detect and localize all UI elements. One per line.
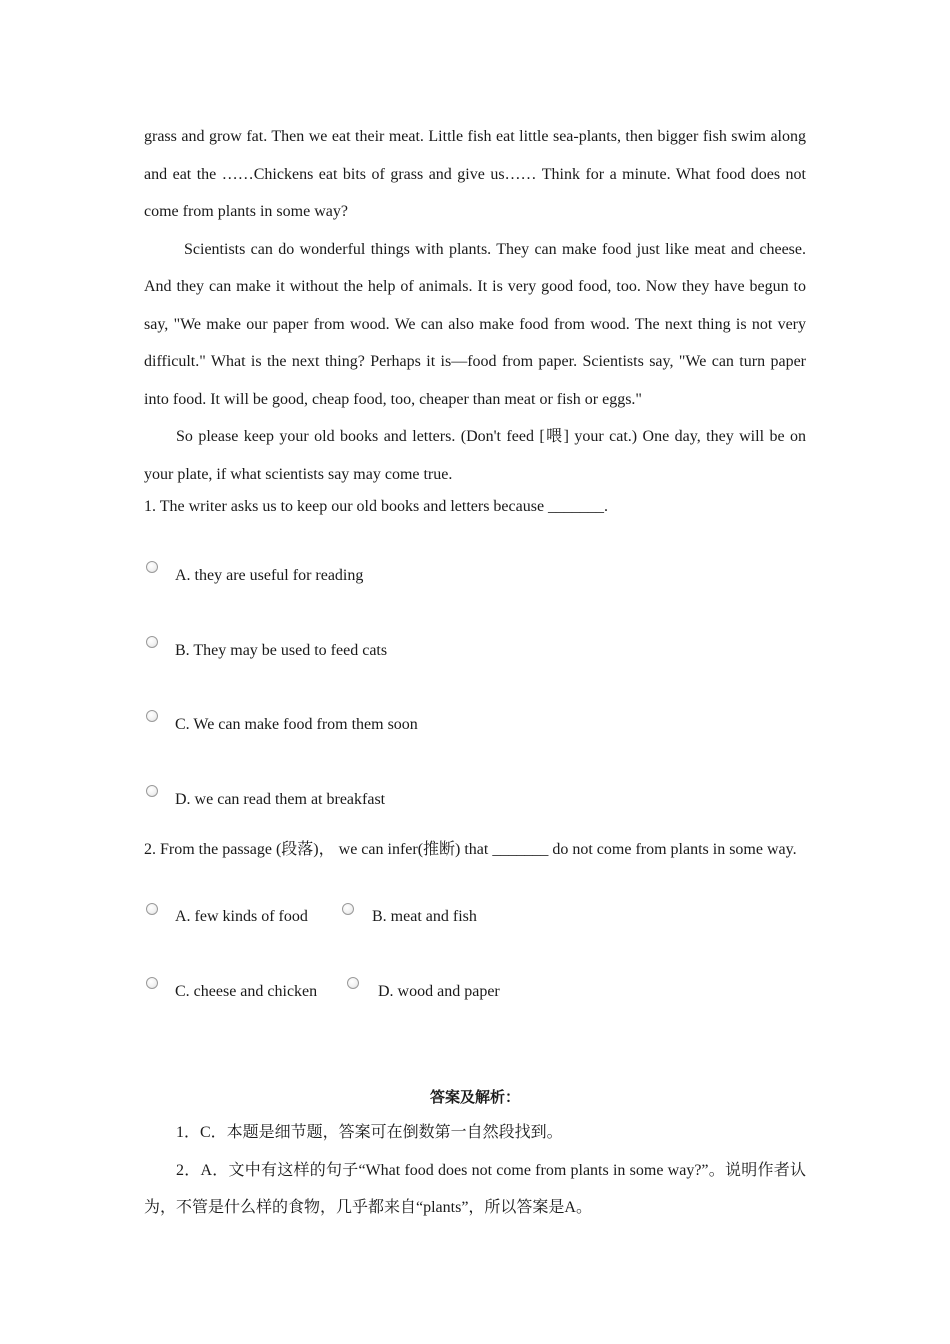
radio-button-icon[interactable] bbox=[146, 977, 158, 989]
radio-button-icon[interactable] bbox=[347, 977, 359, 989]
radio-button-icon[interactable] bbox=[146, 785, 158, 797]
q1-option-b[interactable] bbox=[146, 636, 158, 648]
answer-section bbox=[144, 1114, 806, 1227]
document-page bbox=[144, 118, 806, 1216]
radio-button-icon[interactable] bbox=[146, 636, 158, 648]
q2-option-d[interactable] bbox=[347, 977, 359, 989]
radio-button-icon[interactable] bbox=[342, 903, 354, 915]
q1-option-d-label: D. we can read them at breakfast bbox=[175, 791, 386, 808]
passage-paragraph-1: grass and grow fat. Then we eat their meat. Little fish eat little sea-plants, then bigger fish swim along and eat the ……Chickens eat bits of grass and give us…… Think for a minute. What food does not come from plants in some way? bbox=[144, 128, 806, 220]
q1-option-d[interactable] bbox=[146, 785, 158, 797]
radio-button-icon[interactable] bbox=[146, 710, 158, 722]
passage-paragraph-3: So please keep your old books and letters. (Don't feed [喂] your cat.) One day, they will be on your plate, if what scientists say may come true. bbox=[144, 428, 806, 483]
q2-option-b-label: B. meat and fish bbox=[372, 907, 477, 925]
radio-button-icon[interactable] bbox=[146, 903, 158, 915]
q2-option-c[interactable] bbox=[146, 977, 158, 989]
radio-button-icon[interactable] bbox=[146, 561, 158, 573]
q2-option-d-label: D. wood and paper bbox=[378, 982, 500, 1000]
q1-option-a[interactable] bbox=[146, 561, 158, 573]
q1-option-c-label: C. We can make food from them soon bbox=[175, 716, 418, 733]
answer-section-title: 答案及解析： bbox=[429, 1088, 520, 1106]
q2-option-c-label: C. cheese and chicken bbox=[175, 982, 318, 1000]
question-1-options bbox=[144, 519, 806, 819]
q2-option-a[interactable] bbox=[146, 903, 158, 915]
q2-option-a-label: A. few kinds of food bbox=[175, 907, 308, 925]
question-2-text: 2. From the passage (段落)， we can infer(推断) that _______ do not come from plants in some way. bbox=[144, 841, 797, 858]
q1-option-c[interactable] bbox=[146, 710, 158, 722]
answer-1: 1．C．本题是细节题，答案可在倒数第一自然段找到。 bbox=[176, 1124, 563, 1141]
q1-option-a-label: A. they are useful for reading bbox=[175, 567, 364, 584]
question-1-text: 1. The writer asks us to keep our old books and letters because _______. bbox=[144, 498, 609, 515]
question-2-options bbox=[144, 869, 806, 1029]
passage-paragraph-2: Scientists can do wonderful things with plants. They can make food just like meat and cheese. And they can make it without the help of animals. It is very good food, too. Now they have begun to say, "We make our paper from wood. We can also make food from wood. The next thing is not very difficult." What is the next thing? Perhaps it is—food from paper. Scientists say, "We can turn paper into food. It will be good, cheap food, too, cheaper than meat or fish or eggs." bbox=[144, 240, 806, 408]
q1-option-b-label: B. They may be used to feed cats bbox=[175, 642, 388, 659]
q2-option-b[interactable] bbox=[342, 903, 354, 915]
answer-2: 2．A．文中有这样的句子“What food does not come from plants in some way?”。说明作者认为，不管是什么样的食物，几乎都来自“plants”，所以答案是A。 bbox=[144, 1161, 806, 1216]
